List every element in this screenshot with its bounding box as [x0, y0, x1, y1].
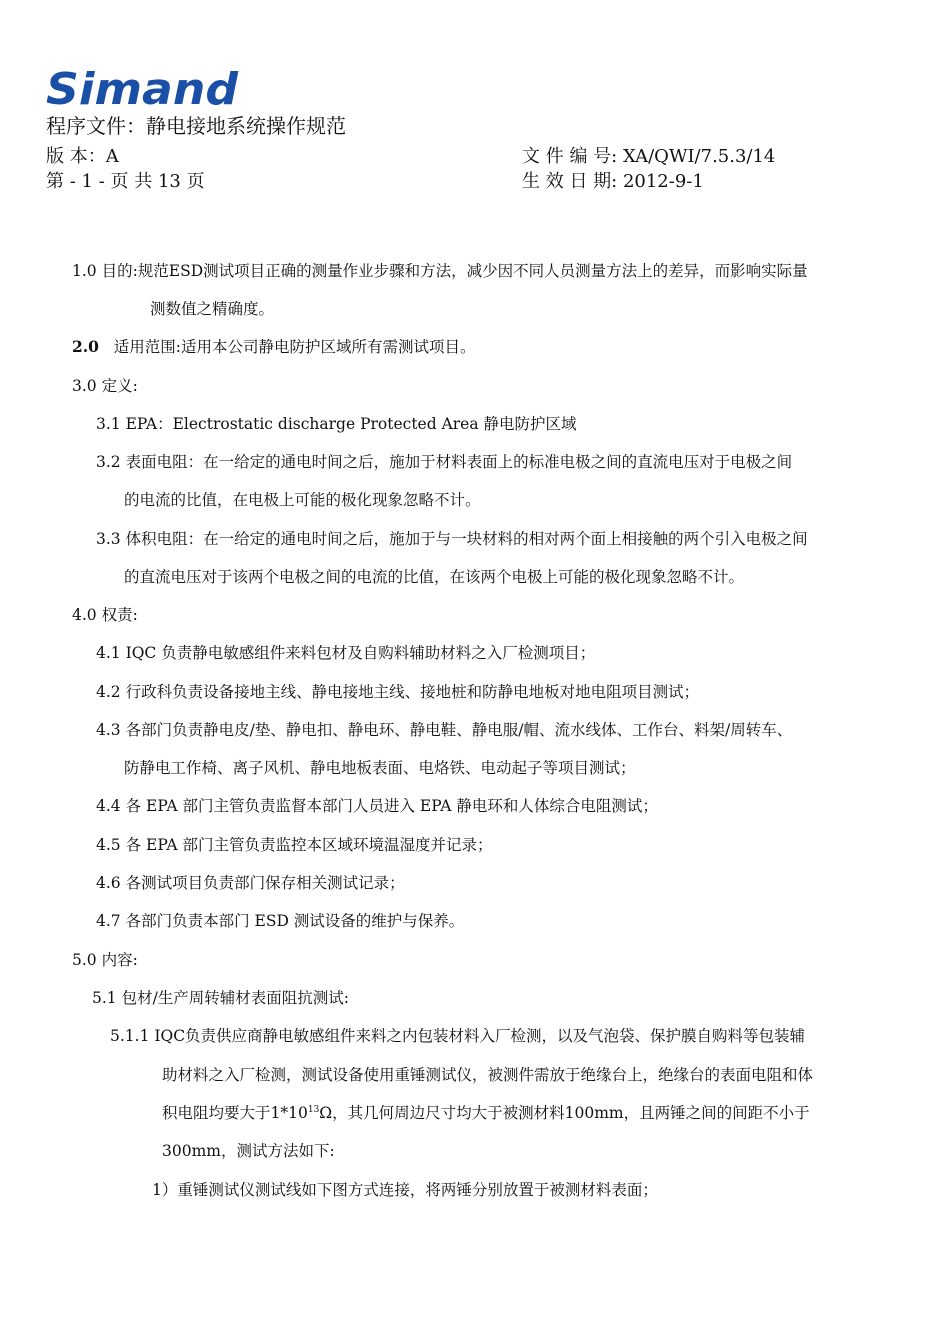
section-3-3-line-1: 3.3 体积电阻：在一给定的通电时间之后，施加于与一块材料的相对两个面上相接触的两个引入电极之间 [96, 530, 808, 548]
section-2-text: 适用范围:适用本公司静电防护区域所有需测试项目。 [113, 338, 476, 356]
step-1: 1）重锤测试仪测试线如下图方式连接，将两锤分别放置于被测材料表面； [152, 1181, 658, 1199]
version-label: 版 本：A [46, 146, 119, 167]
resistance-text: 积电阻均要大于1*10 [162, 1104, 308, 1122]
section-2 [72, 336, 475, 358]
section-5-1-1-line-1: 5.1.1 IQC负责供应商静电敏感组件来料之内包装材料入厂检测，以及气泡袋、保护膜自购料等包装辅 [110, 1027, 806, 1045]
simand-logo [44, 64, 244, 110]
section-5-1-1-line-4: 300mm，测试方法如下: [162, 1142, 335, 1160]
section-5-heading: 5.0 内容: [72, 951, 138, 969]
section-3-heading: 3.0 定义: [72, 377, 138, 395]
document-number: 文 件 编 号: XA/QWI/7.5.3/14 [522, 146, 776, 167]
section-3-2-line-1: 3.2 表面电阻：在一给定的通电时间之后，施加于材料表面上的标准电极之间的直流电压对于电极之间 [96, 453, 793, 471]
section-2-number: 2.0 [72, 337, 99, 356]
section-4-1: 4.1 IQC 负责静电敏感组件来料包材及自购料辅助材料之入厂检测项目； [96, 644, 596, 662]
section-5-1: 5.1 包材/生产周转辅材表面阻抗测试: [92, 989, 350, 1007]
document-title: 程序文件：静电接地系统操作规范 [46, 114, 346, 138]
exponent: 13 [307, 1104, 320, 1115]
effective-date: 生 效 日 期: 2012-9-1 [522, 171, 704, 192]
resistance-text-rest: Ω，其几何周边尺寸均大于被测材料100mm，且两锤之间的间距不小于 [319, 1104, 810, 1122]
section-4-4: 4.4 各 EPA 部门主管负责监督本部门人员进入 EPA 静电环和人体综合电阻测试； [96, 797, 658, 815]
section-4-heading: 4.0 权责: [72, 606, 138, 624]
logo-text: Simand [46, 64, 239, 110]
section-4-3-line-1: 4.3 各部门负责静电皮/垫、静电扣、静电环、静电鞋、静电服/帽、流水线体、工作台、料架/周转车、 [96, 721, 793, 739]
section-4-3-line-2: 防静电工作椅、离子风机、静电地板表面、电烙铁、电动起子等项目测试； [124, 759, 636, 777]
section-1-line-1: 1.0 目的:规范ESD测试项目正确的测量作业步骤和方法，减少因不同人员测量方法上的差异，而影响实际量 [72, 262, 808, 280]
section-4-5: 4.5 各 EPA 部门主管负责监控本区域环境温湿度并记录； [96, 836, 493, 854]
section-1-line-2: 测数值之精确度。 [150, 300, 275, 318]
section-4-6: 4.6 各测试项目负责部门保存相关测试记录； [96, 874, 405, 892]
section-3-3-line-2: 的直流电压对于该两个电极之间的电流的比值，在该两个电极上可能的极化现象忽略不计。 [124, 568, 745, 586]
section-4-7: 4.7 各部门负责本部门 ESD 测试设备的维护与保养。 [96, 912, 465, 930]
section-4-2: 4.2 行政科负责设备接地主线、静电接地主线、接地桩和防静电地板对地电阻项目测试； [96, 683, 700, 701]
section-3-1: 3.1 EPA：Electrostatic discharge Protected Area 静电防护区域 [96, 415, 577, 433]
section-5-1-1-line-3 [162, 1102, 810, 1124]
page-count: 第 - 1 - 页 共 13 页 [46, 171, 205, 192]
section-3-2-line-2: 的电流的比值，在电极上可能的极化现象忽略不计。 [124, 491, 481, 509]
section-5-1-1-line-2: 助材料之入厂检测，测试设备使用重锤测试仪，被测件需放于绝缘台上，绝缘台的表面电阻和体 [162, 1066, 814, 1084]
